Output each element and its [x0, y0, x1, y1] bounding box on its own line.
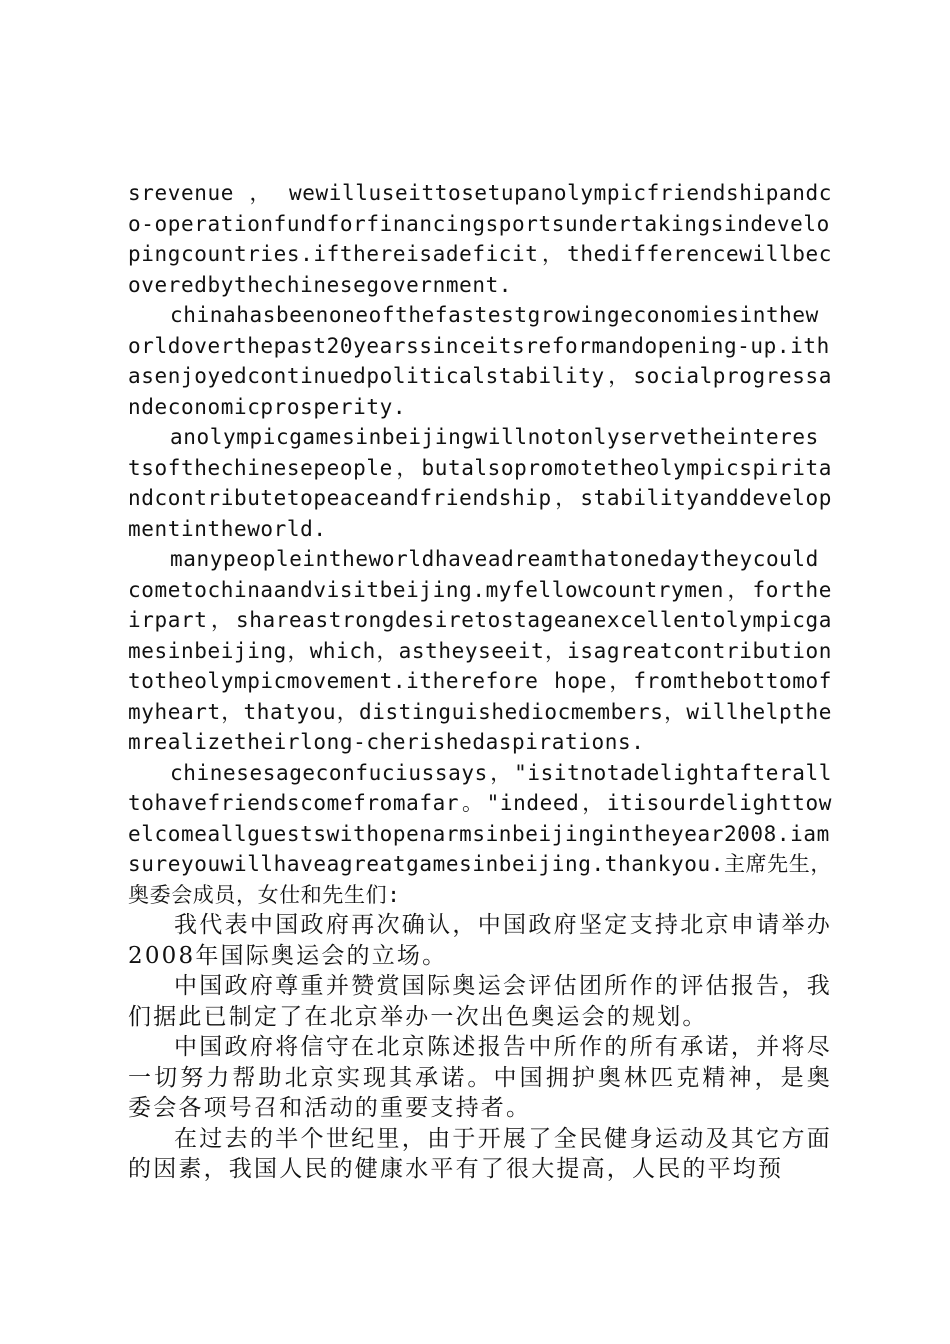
paragraph-3: anolympicgamesinbeijingwillnotonlyservetheinterestsofthechinesepeople，butalsopromotetheolympicspiritandcontributetopeaceandfriendship，stabilityanddevelopmentintheworld.: [128, 425, 832, 541]
paragraph-2: chinahasbeenoneofthefastestgrowingeconomiesintheworldoverthepast20yearssinceitsreformandopening-up.ithasenjoyedcontinuedpoliticalstability，socialprogressandeconomicprosperity.: [128, 303, 832, 419]
paragraph-4: manypeopleintheworldhaveadreamthatonedaytheycouldcometochinaandvisitbeijing.myfellowcountrymen，fortheirpart，shareastrongdesiretostageanexcellentolympicgamesinbeijing，which，astheyseeit，isagreatcontributiontotheolympicmovement.itherefore hope，fromthebottomofmyheart，thatyou，distinguishediocmembers，willhelpthemrealizetheirlong-cherishedaspirations.: [128, 547, 832, 754]
paragraph-5: chinesesageconfuciussays，"isitnotadelightafteralltohavefriendscomefromafar。"indeed，itisourdelighttowelcomeallguestswithopenarmsinbeijingintheyear2008.iamsureyouwillhaveagreatgamesinbeijing.thankyou.主席先生，奥委会成员，女仕和先生们:: [128, 760, 832, 907]
paragraph-1: srevenue ， wewilluseittosetupanolympicfriendshipandco-operationfundforfinancingsportsundertakingsindevelopingcountries.ifthereisadeficit，thedifferencewillbecoveredbythechinesegovernment.: [128, 181, 832, 297]
paragraph-7: 中国政府尊重并赞赏国际奥运会评估团所作的评估报告，我们据此已制定了在北京举办一次出色奥运会的规划。: [128, 973, 832, 1030]
paragraph-6: 我代表中国政府再次确认，中国政府坚定支持北京申请举办2008年国际奥运会的立场。: [128, 912, 832, 969]
paragraph-8: 中国政府将信守在北京陈述报告中所作的所有承诺，并将尽一切努力帮助北京实现其承诺。中国拥护奥林匹克精神，是奥委会各项号召和活动的重要支持者。: [128, 1034, 832, 1121]
document-body: [128, 178, 832, 1185]
paragraph-9: 在过去的半个世纪里，由于开展了全民健身运动及其它方面的因素，我国人民的健康水平有了很大提高，人民的平均预: [128, 1125, 832, 1182]
